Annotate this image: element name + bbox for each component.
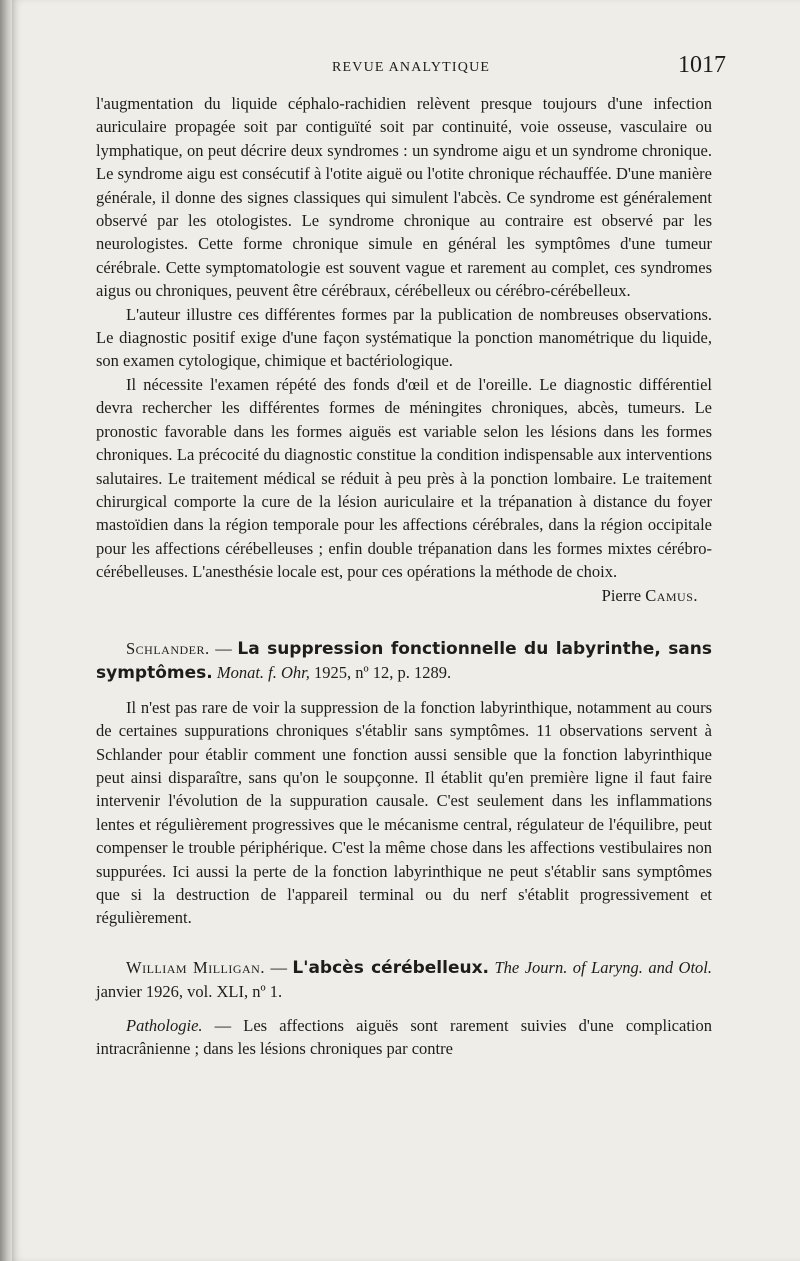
article-2-dash: — bbox=[264, 957, 293, 977]
article-2-reference: janvier 1926, vol. XLI, nº 1. bbox=[96, 982, 283, 1002]
article-2-body-text: — Les affections aiguës sont rarement suivies d'une complication intracrânienne ; dans les lésions chroniques par contre bbox=[96, 1015, 712, 1059]
signature bbox=[96, 584, 712, 607]
running-title: REVUE ANALYTIQUE bbox=[332, 60, 491, 75]
article-1-author: Schlander. bbox=[126, 638, 210, 658]
paragraph-1: l'augmentation du liquide céphalo-rachidien relèvent presque toujours d'une infection auriculaire propagée soit par contiguïté soit par continuité, voie osseuse, vasculaire ou lymphatique, on peut décrire deux syndromes : un syndrome aigu et un syndrome chronique. Le syndrome aigu est consécutif à l'otite aiguë ou l'otite chronique réchauffée. D'une manière générale, il donne des signes classiques qui simulent l'abcès. Ce syndrome est généralement observé par les otologistes. Le syndrome chronique au contraire est observé par les neurologistes. Cette forme chronique simule en général les symptômes d'une tumeur cérébrale. Cette symptomatologie est souvent vague et rarement au complet, ces syndromes aigus ou chroniques, peuvent être cérébraux, cérébelleux ou cérébro-cérébelleux. bbox=[96, 94, 712, 301]
article-1-reference: 1925, nº 12, p. 1289. bbox=[309, 663, 452, 683]
document-page bbox=[12, 0, 800, 1261]
article-1-heading bbox=[96, 637, 712, 686]
article-2-journal: The Journ. of Laryng. and Otol. bbox=[494, 957, 713, 977]
signature-first-name: Pierre bbox=[601, 585, 642, 605]
paragraph-2: L'auteur illustre ces différentes formes par la publication de nombreuses observations. Le diagnostic positif exige d'une façon systématique la ponction manométrique du liquide, son examen cytologique, chimique et bactériologique. bbox=[96, 304, 712, 371]
article-2-title: L'abcès cérébelleux. bbox=[292, 957, 490, 978]
article-2-heading bbox=[96, 956, 712, 1004]
article-1-body: Il n'est pas rare de voir la suppression de la fonction labyrinthique, notamment au cours de certaines suppurations chroniques s'établir sans symptômes. 11 observations servent à Schlander pour établir comment une fonction aussi sensible que la fonction labyrinthique peut ainsi disparaître, sans qu'on le soupçonne. Il établit qu'en première ligne il faut faire intervenir l'évolution de la suppuration causale. C'est seulement dans les inflammations lentes et régulièrement progressives que le mécanisme central, régulateur de l'équilibre, peut compenser le trouble périphérique. C'est la même chose dans les affections vestibulaires non suppurées. Ici aussi la perte de la fonction labyrinthique ne peut s'établir sans symptômes que si la destruction de l'appareil terminal ou du nerf s'établit progressivement et régulièrement. bbox=[96, 697, 712, 928]
article-1-title: La suppression fonctionnelle du labyrinthe, sans symptômes. bbox=[96, 638, 713, 684]
page-number: 1017 bbox=[678, 52, 726, 78]
body-text bbox=[96, 92, 712, 1060]
signature-last-name: Camus. bbox=[645, 585, 698, 605]
article-2-body bbox=[96, 1014, 712, 1061]
article-1-dash: — bbox=[209, 638, 238, 658]
article-2-author: William Milligan. bbox=[126, 957, 265, 977]
article-2-section-label: Pathologie. bbox=[126, 1015, 203, 1035]
article-1-journal: Monat. f. Ohr, bbox=[216, 663, 310, 683]
page-header bbox=[96, 52, 726, 84]
paragraph-3: Il nécessite l'examen répété des fonds d'œil et de l'oreille. Le diagnostic différentiel devra rechercher les différentes formes de méningites chroniques, abcès, tumeurs. Le pronostic favorable dans les formes aiguës est variable selon les lésions dans les formes chroniques. La précocité du diagnostic constitue la condition indispensable aux interventions salutaires. Le traitement médical se réduit à peu près à la ponction lombaire. Le traitement chirurgical comporte la cure de la lésion auriculaire et la trépanation à distance du foyer mastoïdien dans la région temporale pour les affections cérébrales, dans la région occipitale pour les affections cérébelleuses ; enfin double trépanation dans les formes mixtes cérébro-cérébelleuses. L'anesthésie locale est, pour ces opérations la méthode de choix. bbox=[96, 374, 712, 582]
